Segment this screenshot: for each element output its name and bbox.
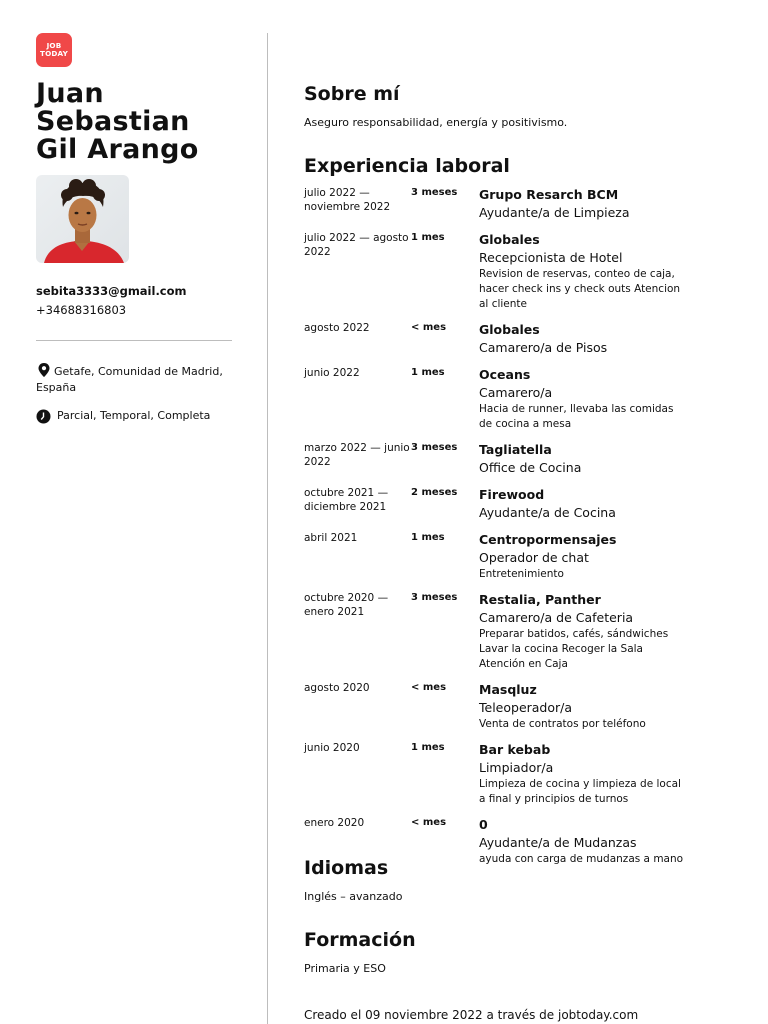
logo-line-1: JOB	[46, 41, 62, 50]
education-text: Primaria y ESO	[304, 962, 386, 975]
experience-item	[304, 681, 704, 732]
about-heading: Sobre mí	[304, 83, 400, 105]
job-company: Masqluz	[479, 682, 537, 697]
schedule-row	[36, 408, 210, 424]
job-dates: julio 2022 — agosto 2022	[304, 232, 409, 258]
job-dates: agosto 2020	[304, 682, 370, 694]
contact-divider	[36, 340, 232, 341]
contact-phone[interactable]: +34688316803	[36, 303, 127, 317]
experience-item	[304, 366, 704, 432]
job-duration: 2 meses	[411, 487, 458, 498]
contact-email[interactable]: sebita3333@gmail.com	[36, 284, 187, 298]
experience-item	[304, 231, 704, 312]
job-description: Hacia de runner, llevaba las comidas de cocina a mesa	[479, 403, 674, 430]
job-dates: marzo 2022 — junio 2022	[304, 442, 410, 468]
job-duration: 1 mes	[411, 367, 445, 378]
job-info	[479, 486, 689, 522]
job-role: Office de Cocina	[479, 460, 582, 475]
job-description: ayuda con carga de mudanzas a mano	[479, 853, 684, 865]
job-duration: 1 mes	[411, 232, 445, 243]
job-company: Centropormensajes	[479, 532, 617, 547]
job-info	[479, 741, 689, 807]
job-dates: octubre 2021 — diciembre 2021	[304, 487, 389, 513]
experience-item	[304, 486, 704, 522]
job-dates: enero 2020	[304, 817, 365, 829]
job-info	[479, 441, 689, 477]
experience-heading: Experiencia laboral	[304, 155, 510, 177]
location-row	[36, 362, 246, 396]
job-dates: julio 2022 — noviembre 2022	[304, 187, 391, 213]
clock-icon	[36, 409, 51, 424]
job-company: Restalia, Panther	[479, 592, 601, 607]
job-role: Ayudante/a de Mudanzas	[479, 835, 637, 850]
experience-item	[304, 741, 704, 807]
job-info	[479, 681, 689, 732]
languages-text: Inglés – avanzado	[304, 890, 403, 903]
job-duration: 3 meses	[411, 592, 458, 603]
profile-photo	[36, 175, 129, 263]
name-line-3: Gil Arango	[36, 134, 199, 165]
job-description: Venta de contratos por teléfono	[479, 718, 646, 730]
job-info	[479, 231, 689, 312]
languages-heading: Idiomas	[304, 857, 389, 879]
experience-item	[304, 441, 704, 477]
job-duration: < mes	[411, 682, 447, 693]
job-info	[479, 366, 689, 432]
job-description: Preparar batidos, cafés, sándwiches Lavar la cocina Recoger la Sala Atención en Caja	[479, 628, 669, 670]
experience-item	[304, 321, 704, 357]
job-role: Camarero/a de Cafeteria	[479, 610, 634, 625]
job-role: Ayudante/a de Cocina	[479, 505, 616, 520]
job-role: Ayudante/a de Limpieza	[479, 205, 630, 220]
job-dates: agosto 2022	[304, 322, 370, 334]
job-role: Recepcionista de Hotel	[479, 250, 623, 265]
job-company: 0	[479, 817, 488, 832]
experience-item	[304, 591, 704, 672]
job-description: Entretenimiento	[479, 568, 564, 580]
job-role: Teleoperador/a	[479, 700, 573, 715]
job-company: Globales	[479, 232, 540, 247]
job-role: Camarero/a	[479, 385, 553, 400]
job-role: Camarero/a de Pisos	[479, 340, 608, 355]
job-dates: junio 2022	[304, 367, 360, 379]
job-description: Limpieza de cocina y limpieza de local a final y principios de turnos	[479, 778, 681, 805]
logo-line-2: TODAY	[39, 49, 69, 58]
job-info	[479, 816, 689, 867]
job-role: Operador de chat	[479, 550, 589, 565]
job-role: Limpiador/a	[479, 760, 554, 775]
job-company: Bar kebab	[479, 742, 551, 757]
name-line-2: Sebastian	[36, 106, 190, 137]
job-duration: 3 meses	[411, 442, 458, 453]
created-footer: Creado el 09 noviembre 2022 a través de jobtoday.com	[304, 1008, 639, 1022]
experience-item	[304, 186, 704, 222]
candidate-name	[36, 80, 199, 164]
job-duration: 1 mes	[411, 532, 445, 543]
name-line-1: Juan	[36, 78, 104, 109]
location-text: Getafe, Comunidad de Madrid, España	[36, 365, 223, 394]
education-heading: Formación	[304, 929, 416, 951]
map-pin-icon	[36, 362, 52, 378]
schedule-text: Parcial, Temporal, Completa	[57, 409, 211, 422]
job-company: Firewood	[479, 487, 545, 502]
job-info	[479, 186, 689, 222]
experience-list	[304, 186, 704, 876]
job-dates: junio 2020	[304, 742, 360, 754]
job-duration: 3 meses	[411, 187, 458, 198]
job-company: Tagliatella	[479, 442, 552, 457]
job-dates: abril 2021	[304, 532, 358, 544]
job-duration: < mes	[411, 322, 447, 333]
job-info	[479, 591, 689, 672]
experience-item	[304, 531, 704, 582]
jobtoday-logo	[36, 33, 72, 67]
job-company: Grupo Resarch BCM	[479, 187, 619, 202]
job-company: Oceans	[479, 367, 531, 382]
job-dates: octubre 2020 — enero 2021	[304, 592, 389, 618]
job-duration: 1 mes	[411, 742, 445, 753]
job-info	[479, 531, 689, 582]
column-divider	[267, 33, 268, 1024]
job-description: Revision de reservas, conteo de caja, hacer check ins y check outs Atencion al cliente	[479, 268, 681, 310]
job-info	[479, 321, 689, 357]
job-duration: < mes	[411, 817, 447, 828]
about-text: Aseguro responsabilidad, energía y positivismo.	[304, 116, 568, 129]
job-company: Globales	[479, 322, 540, 337]
